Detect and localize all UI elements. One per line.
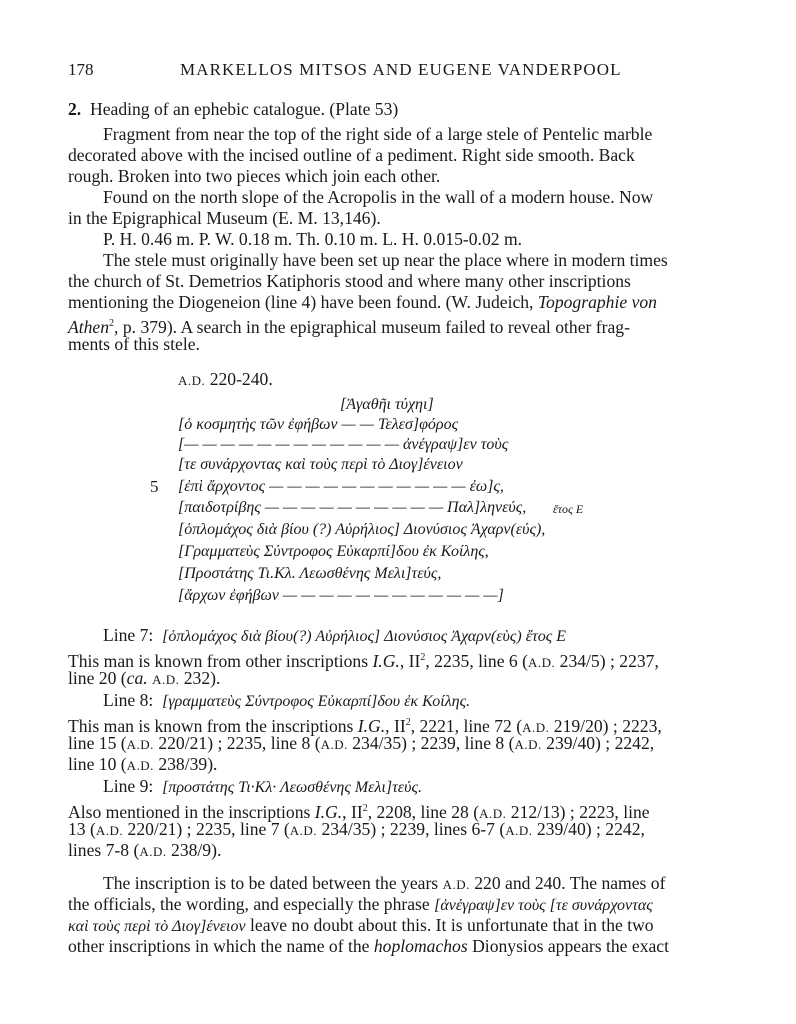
edition-superscript: 2 (362, 803, 368, 814)
commentary-line9-heading (103, 776, 422, 798)
running-header (68, 60, 728, 84)
inscription-line-2: [— — — — — — — — — — — — ἀνέγραψ]εν τοὺς (178, 436, 509, 453)
line8-greek: [γραμματεὺς Σύντροφος Εὐκαρπί]δου ἐκ Κοίλης. (162, 693, 471, 710)
line7-text-b: , II (399, 650, 421, 671)
commentary-line8-text3 (68, 754, 217, 776)
ad-abbrev: A.D. (139, 844, 167, 859)
ad-abbrev: A.D. (320, 737, 348, 752)
line7-text-d: 234/5) ; 2237, (555, 650, 659, 671)
ad-abbrev: A.D. (479, 805, 507, 821)
p4-line2: the church of St. Demetrios Katiphoris stood and where many other inscriptions (68, 271, 631, 291)
final-l4-b: Dionysios appears the exact (467, 936, 669, 956)
ad-abbrev: A.D. (126, 737, 154, 752)
line8-text-a: This man is known from the inscriptions (68, 715, 354, 736)
ig-abbrev: I.G. (372, 650, 400, 671)
line8-line2-d: 239/40) ; 2242, (541, 733, 655, 753)
ad-abbrev: A.D. (522, 719, 550, 735)
line7-label: Line 7: (103, 625, 154, 645)
ad-abbrev: A.D. (95, 823, 124, 838)
final-l3-b: leave no doubt about this. It is unfortunate that in the two (245, 915, 654, 935)
line8-line3-b: 238/39). (153, 754, 218, 774)
ig-abbrev: I.G. (357, 715, 386, 736)
line7-text-a: This man is known from other inscriptions (68, 650, 369, 671)
ad-abbrev: A.D. (289, 823, 318, 838)
commentary-line7-text2 (68, 668, 220, 690)
final-l2-a: the officials, the wording, and especially the phrase (68, 894, 430, 914)
ad-abbrev: A.D. (126, 758, 154, 773)
inscription-line-8: [Προστάτης Τι.Κλ. Λεωσθένης Μελι]τεύς, (178, 565, 442, 582)
ad-abbrev: A.D. (527, 654, 556, 670)
line9-text-d: 212/13) ; 2223, line (506, 801, 650, 822)
running-title: MARKELLOS MITSOS AND EUGENE VANDERPOOL (180, 60, 622, 79)
line7-text-c: , 2235, line 6 ( (425, 650, 528, 671)
line9-line2-b: 220/21) ; 2235, line 7 ( (123, 819, 290, 839)
date-range: 220-240. (209, 369, 273, 389)
etos-note: ἔτος Ε (553, 502, 584, 516)
line9-text-a: Also mentioned in the inscriptions (68, 801, 311, 822)
inscription-line-7: [Γραμματεὺς Σύντροφος Εὐκαρπί]δου ἐκ Κοίλης, (178, 543, 489, 560)
p1-line2: decorated above with the incised outline of a pediment. Right side smooth. Back (68, 145, 635, 165)
line8-line2-c: 234/35) ; 2239, line 8 ( (347, 733, 515, 753)
line8-line2-a: line 15 ( (68, 733, 127, 753)
line7-line2-b: 232). (179, 668, 221, 688)
line9-text-b: , II (342, 801, 363, 822)
commentary-line7-heading (103, 625, 566, 647)
ad-abbrev: A.D. (152, 672, 180, 687)
line9-label: Line 9: (103, 776, 154, 796)
final-l1-b: 220 and 240. The names of (469, 873, 666, 893)
final-line2 (68, 894, 653, 916)
final-l1-a: The inscription is to be dated between the years (103, 873, 439, 893)
edition-superscript: 2 (420, 652, 426, 663)
p4-citation-title-cont: Athen (68, 316, 110, 337)
p4-line5: ments of this stele. (68, 334, 200, 354)
line8-line2-b: 220/21) ; 2235, line 8 ( (153, 733, 321, 753)
line9-line2-d: 239/40) ; 2242, (532, 819, 645, 839)
final-line3 (68, 915, 654, 937)
p4-line3-text: mentioning the Diogeneion (line 4) have been found. (W. Judeich, (68, 292, 534, 312)
line9-greek: [προστάτης Τι·Κλ· Λεωσθένης Μελι]τεύς. (162, 779, 422, 796)
p4-line1: The stele must originally have been set up near the place where in modern times (103, 250, 668, 270)
line9-line2-a: 13 ( (68, 819, 96, 839)
line7-greek: [ὁπλομάχος διὰ βίου(?) Αὐρήλιος] Διονύσιος Ἀχαρν(εὺς) ἔτος Ε (162, 628, 567, 645)
p4-citation-title: Topographie von (537, 292, 657, 312)
inscription-line-0: [Ἀγαθῆι τύχηι] (340, 396, 434, 413)
p1-line3: rough. Broken into two pieces which join each other. (68, 166, 441, 186)
final-l2-greek: [ἀνέγραψ]εν τοὺς [τε συνάρχοντας (434, 897, 653, 914)
commentary-line8-heading (103, 690, 470, 712)
final-l3-greek: καὶ τοὺς περὶ τὸ Διογ]ένειον (68, 918, 246, 935)
ig-abbrev: I.G. (314, 801, 343, 822)
p4-line4-text: , p. 379). A search in the epigraphical museum failed to reveal other frag- (114, 316, 630, 337)
inscription-line-3: [τε συνάρχοντας καὶ τοὺς περὶ τὸ Διογ]ένειον (178, 456, 463, 473)
p2-line2: in the Epigraphical Museum (E. M. 13,146). (68, 208, 381, 228)
section-number: 2. (68, 99, 82, 119)
line8-line3-a: line 10 ( (68, 754, 127, 774)
inscription-date (178, 369, 273, 391)
line8-text-c: , 2221, line 72 ( (410, 715, 523, 736)
edition-superscript: 2 (405, 717, 411, 728)
commentary-line9-text2 (68, 819, 645, 841)
line7-line2-a: line 20 ( (68, 668, 127, 688)
commentary-line8-text2 (68, 733, 654, 755)
line8-label: Line 8: (103, 690, 154, 710)
inscription-line-1: [ὁ κοσμητὴς τῶν ἐφήβων — — Τελεσ]φόρος (178, 416, 459, 433)
p4-line3 (68, 292, 657, 313)
page-number: 178 (68, 60, 94, 79)
line9-line3-a: lines 7-8 ( (68, 840, 140, 860)
measurements: P. H. 0.46 m. P. W. 0.18 m. Th. 0.10 m. L. H. 0.015-0.02 m. (103, 229, 523, 249)
inscription-line-number: 5 (150, 477, 159, 496)
line9-line3-b: 238/9). (166, 840, 222, 860)
inscription-line-5: [παιδοτρίβης — — — — — — — — — — Παλ]ληνεύς, (178, 499, 527, 516)
section-title: Heading of an ephebic catalogue. (Plate 53) (90, 99, 399, 119)
line9-text-c: , 2208, line 28 ( (367, 801, 480, 822)
p2-line1: Found on the north slope of the Acropolis in the wall of a modern house. Now (103, 187, 654, 207)
p4-edition-superscript: 2 (109, 318, 115, 329)
final-line4 (68, 936, 669, 957)
line9-line2-c: 234/35) ; 2239, lines 6-7 ( (317, 819, 506, 839)
final-l4-a: other inscriptions in which the name of the (68, 936, 370, 956)
inscription-line-4: [ἐπὶ ἄρχοντος — — — — — — — — — — — ἐω]ς, (178, 478, 504, 495)
ad-abbrev: A.D. (514, 737, 542, 752)
ca-abbrev: ca. (126, 668, 148, 688)
line8-text-d: 219/20) ; 2223, (549, 715, 662, 736)
inscription-line-6: [ὁπλομάχος διὰ βίου (?) Αὐρήλιος] Διονύσιος Ἀχαρν(εύς), (178, 521, 546, 538)
ad-abbrev: A.D. (505, 823, 533, 838)
inscription-line-9: [ἄρχων ἐφήβων — — — — — — — — — — — —] (178, 587, 504, 604)
p1-line1: Fragment from near the top of the right side of a large stele of Pentelic marble (103, 124, 653, 144)
final-l4-italic: hoplomachos (373, 936, 468, 956)
commentary-line9-text3 (68, 840, 221, 862)
section-heading (68, 99, 398, 120)
line8-text-b: , II (385, 715, 406, 736)
date-prefix: A.D. (178, 373, 206, 388)
final-line1 (103, 873, 665, 895)
ad-abbrev: A.D. (442, 877, 470, 892)
